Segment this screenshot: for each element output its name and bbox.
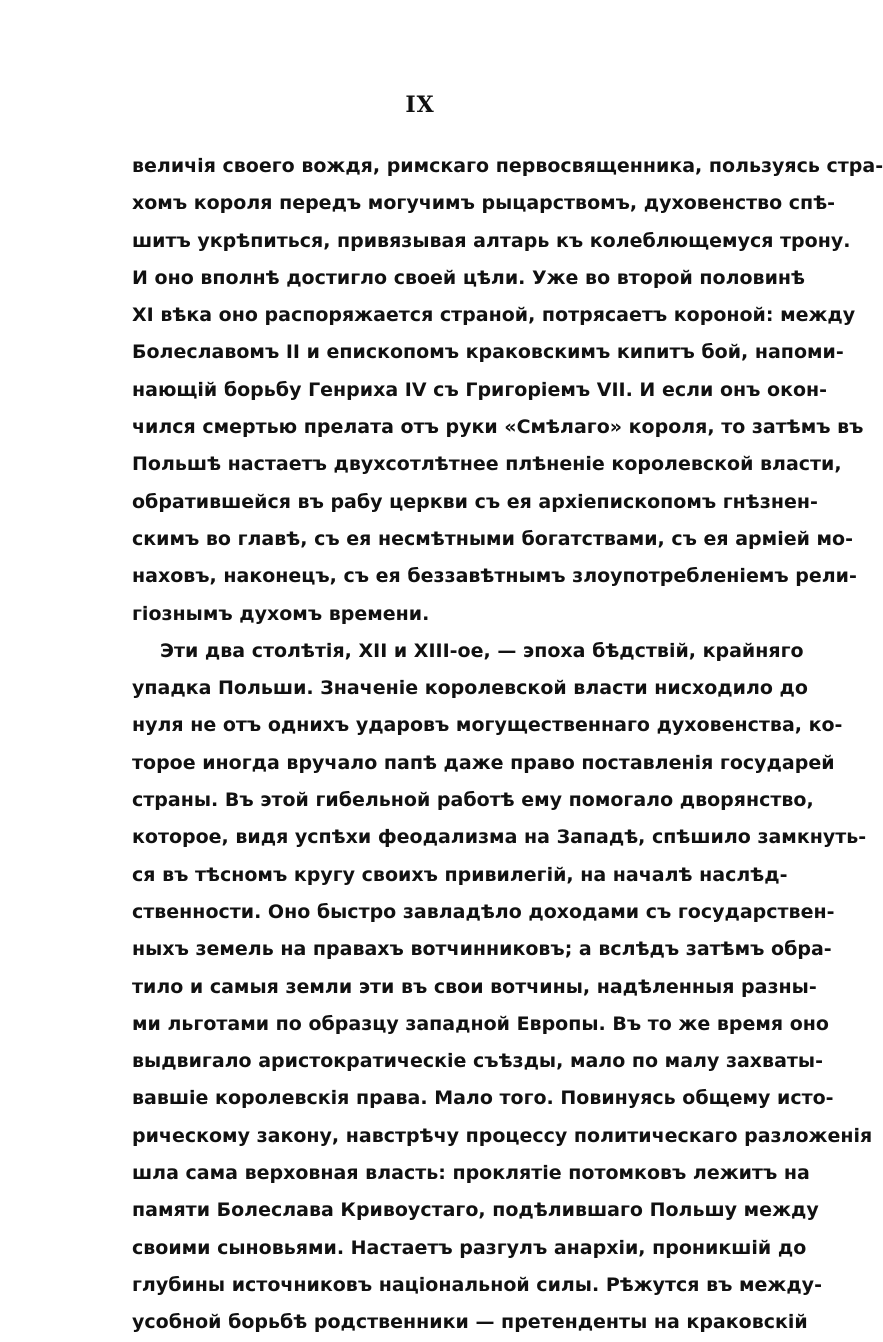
text-line: шитъ укрѣпиться, привязывая алтарь къ колеблющемуся трону. xyxy=(132,229,851,252)
text-line: Польшѣ настаетъ двухсотлѣтнее плѣненіе королевской власти, xyxy=(132,453,842,476)
text-line: торое иногда вручало папѣ даже право поставленія государей xyxy=(132,751,835,774)
text-line: вавшіе королевскія права. Мало того. Повинуясь общему исто- xyxy=(132,1087,834,1110)
text-line: И оно вполнѣ достигло своей цѣли. Уже во второй половинѣ xyxy=(132,266,805,289)
text-line: хомъ короля передъ могучимъ рыцарствомъ, духовенство спѣ- xyxy=(132,192,836,215)
body-text xyxy=(132,148,883,1342)
text-line: наховъ, наконецъ, съ ея беззавѣтнымъ злоупотребленіемъ рели- xyxy=(132,565,857,588)
text-line: нуля не отъ однихъ ударовъ могущественнаго духовенства, ко- xyxy=(132,714,843,737)
text-line: страны. Въ этой гибельной работѣ ему помогало дворянство, xyxy=(132,789,814,812)
paragraph-1 xyxy=(132,148,883,633)
text-line: скимъ во главѣ, съ ея несмѣтными богатствами, съ ея арміей мо- xyxy=(132,527,853,550)
text-line: ственности. Оно быстро завладѣло доходами съ государствен- xyxy=(132,900,835,923)
text-line: гіознымъ духомъ времени. xyxy=(132,602,430,625)
text-line: ся въ тѣсномъ кругу своихъ привилегій, на началѣ наслѣд- xyxy=(132,863,788,886)
text-line: чился смертью прелата отъ руки «Смѣлаго» короля, то затѣмъ въ xyxy=(132,416,864,439)
text-line: ныхъ земель на правахъ вотчинниковъ; а вслѣдъ затѣмъ обра- xyxy=(132,938,832,961)
text-line: рическому закону, навстрѣчу процессу политическаго разложенія xyxy=(132,1124,873,1147)
paragraph-2 xyxy=(132,633,873,1342)
text-line: обратившейся въ рабу церкви съ ея архіепископомъ гнѣзнен- xyxy=(132,490,818,513)
text-line: величія своего вождя, римскаго первосвященника, пользуясь стра- xyxy=(132,155,883,177)
text-line: которое, видя успѣхи феодализма на Западѣ, спѣшило замкнуть- xyxy=(132,826,867,849)
text-line: упадка Польши. Значеніе королевской власти нисходило до xyxy=(132,677,808,700)
text-line: памяти Болеслава Кривоустаго, подѣлившаго Польшу между xyxy=(132,1199,819,1222)
text-line: ми льготами по образцу западной Европы. Въ то же время оно xyxy=(132,1012,829,1035)
text-line: XI вѣка оно распоряжается страной, потрясаетъ короной: между xyxy=(132,304,856,327)
page-number: IX xyxy=(405,92,435,118)
text-line: усобной борьбѣ родственники — претенденты на краковскій xyxy=(132,1311,808,1334)
text-line: тило и самыя земли эти въ свои вотчины, надѣленныя разны- xyxy=(132,975,817,998)
text-line: выдвигало аристократическіе съѣзды, мало по малу захваты- xyxy=(132,1050,823,1073)
text-line: шла сама верховная власть: проклятіе потомковъ лежитъ на xyxy=(132,1162,810,1185)
text-line: глубины источниковъ національной силы. Рѣжутся въ между- xyxy=(132,1273,822,1296)
text-line: своими сыновьями. Настаетъ разгулъ анархіи, проникшій до xyxy=(132,1236,807,1259)
text-line: нающій борьбу Генриха IV съ Григоріемъ VII. И если онъ окон- xyxy=(132,378,828,401)
text-line: Болеславомъ II и епископомъ краковскимъ кипитъ бой, напоми- xyxy=(132,341,844,364)
text-line: Эти два столѣтія, XII и XIII-ое, — эпоха бѣдствій, крайняго xyxy=(160,639,804,662)
